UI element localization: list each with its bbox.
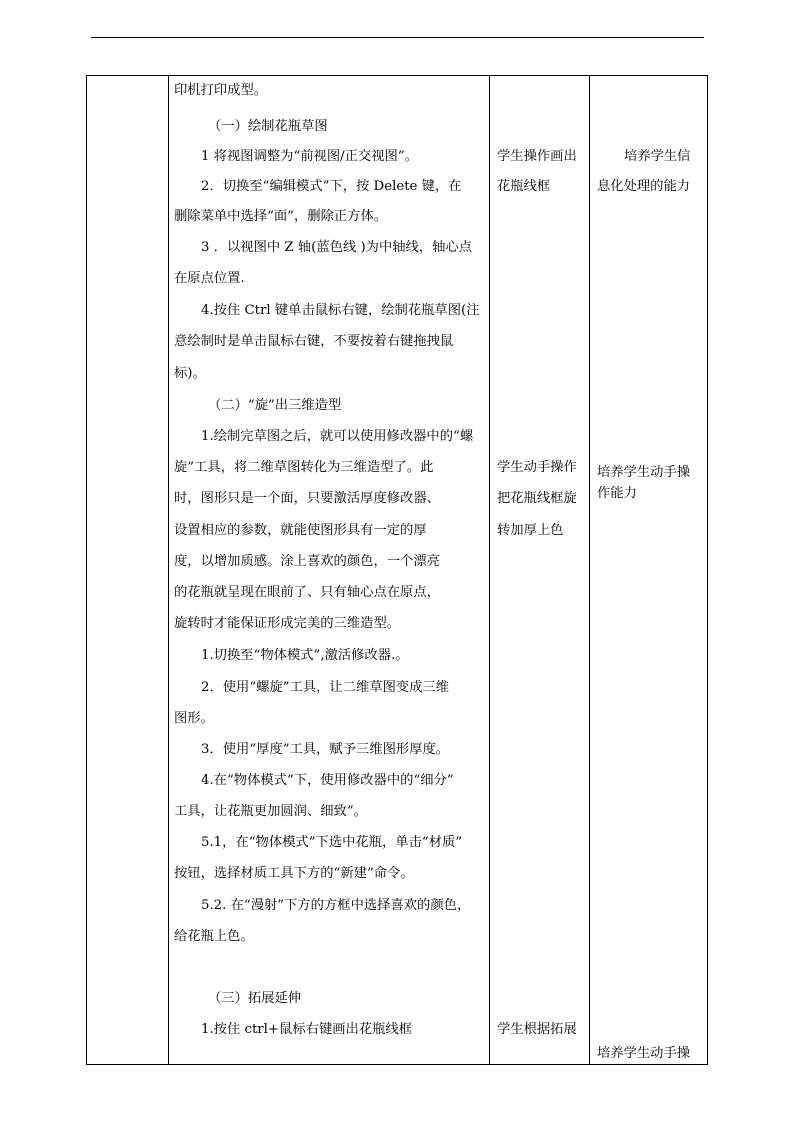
- section-heading: （三）拓展延伸: [208, 991, 302, 1006]
- content-line: 4.在“物体模式”下，使用修改器中的“细分”: [201, 773, 454, 788]
- content-line: 旋”工具，将二维草图转化为三维造型了。此: [174, 460, 434, 475]
- header-rule: [91, 37, 704, 38]
- content-line: 给花瓶上色。: [174, 929, 254, 944]
- design-intent-line: 作能力: [597, 486, 637, 501]
- student-activity-line: 把花瓶线框旋: [497, 491, 577, 506]
- design-intent-line: 息化处理的能力: [597, 179, 691, 194]
- content-line: 在原点位置.: [174, 271, 245, 286]
- content-line: 旋转时才能保证形成完美的三维造型。: [174, 616, 401, 631]
- content-line: 5.2. 在“漫射”下方的方框中选择喜欢的颜色，: [201, 898, 471, 913]
- content-line: 删除菜单中选择“面”，删除正方体。: [174, 209, 388, 224]
- content-line: 1.绘制完草图之后，就可以使用修改器中的“螺: [201, 429, 474, 444]
- content-line: 1.按住 ctrl+鼠标右键画出花瓶线框: [201, 1022, 413, 1037]
- content-line: 设置相应的参数，就能使图形具有一定的厚: [174, 523, 427, 538]
- content-line: 3．使用“厚度”工具，赋予三维图形厚度。: [201, 742, 450, 757]
- content-line: 5.1，在“物体模式”下选中花瓶，单击“材质”: [201, 835, 463, 850]
- content-line: 意绘制时是单击鼠标右键，不要按着右键拖拽鼠: [174, 334, 454, 349]
- section-heading: （二）“旋”出三维造型: [208, 398, 342, 413]
- student-activity-line: 学生动手操作: [497, 460, 577, 475]
- design-intent-line: 培养学生动手操: [597, 1046, 691, 1061]
- content-line: 1 将视图调整为“前视图/正交视图”。: [201, 149, 418, 164]
- design-intent-line: 培养学生动手操: [597, 465, 691, 480]
- content-line: 按钮，选择材质工具下方的“新建”命令。: [174, 866, 414, 881]
- content-line: 标)。: [174, 366, 206, 381]
- column-divider-2: [489, 76, 490, 1064]
- column-divider-3: [589, 76, 590, 1064]
- student-activity-line: 学生操作画出: [497, 149, 577, 164]
- student-activity-line: 学生根据拓展: [497, 1022, 577, 1037]
- content-line: 1.切换至“物体模式”,激活修改器.。: [201, 648, 409, 663]
- student-activity-line: 花瓶线框: [497, 179, 551, 194]
- column-divider-1: [168, 76, 169, 1064]
- content-line: 时，图形只是一个面，只要激活厚度修改器、: [174, 491, 440, 506]
- content-line: 2．使用“螺旋”工具，让二维草图变成三维: [201, 680, 450, 695]
- content-line: 印机打印成型。: [174, 83, 268, 98]
- content-line: 的花瓶就呈现在眼前了、只有轴心点在原点，: [174, 585, 440, 600]
- content-line: 度，以增加质感。涂上喜欢的颜色，一个漂亮: [174, 554, 440, 569]
- content-line: 2．切换至“编辑模式”下，按 Delete 键，在: [201, 179, 462, 194]
- lesson-table: [86, 75, 708, 1065]
- content-line: 图形。: [174, 711, 214, 726]
- content-line: 工具，让花瓶更加圆润、细致”。: [174, 804, 367, 819]
- content-line: 4.按住 Ctrl 键单击鼠标右键，绘制花瓶草图(注: [201, 303, 480, 318]
- student-activity-line: 转加厚上色: [497, 523, 564, 538]
- design-intent-line: 培养学生信: [624, 149, 691, 164]
- content-line: 3 ．以视图中 Z 轴(蓝色线 )为中轴线，轴心点: [201, 240, 473, 255]
- section-heading: （一）绘制花瓶草图: [208, 119, 328, 134]
